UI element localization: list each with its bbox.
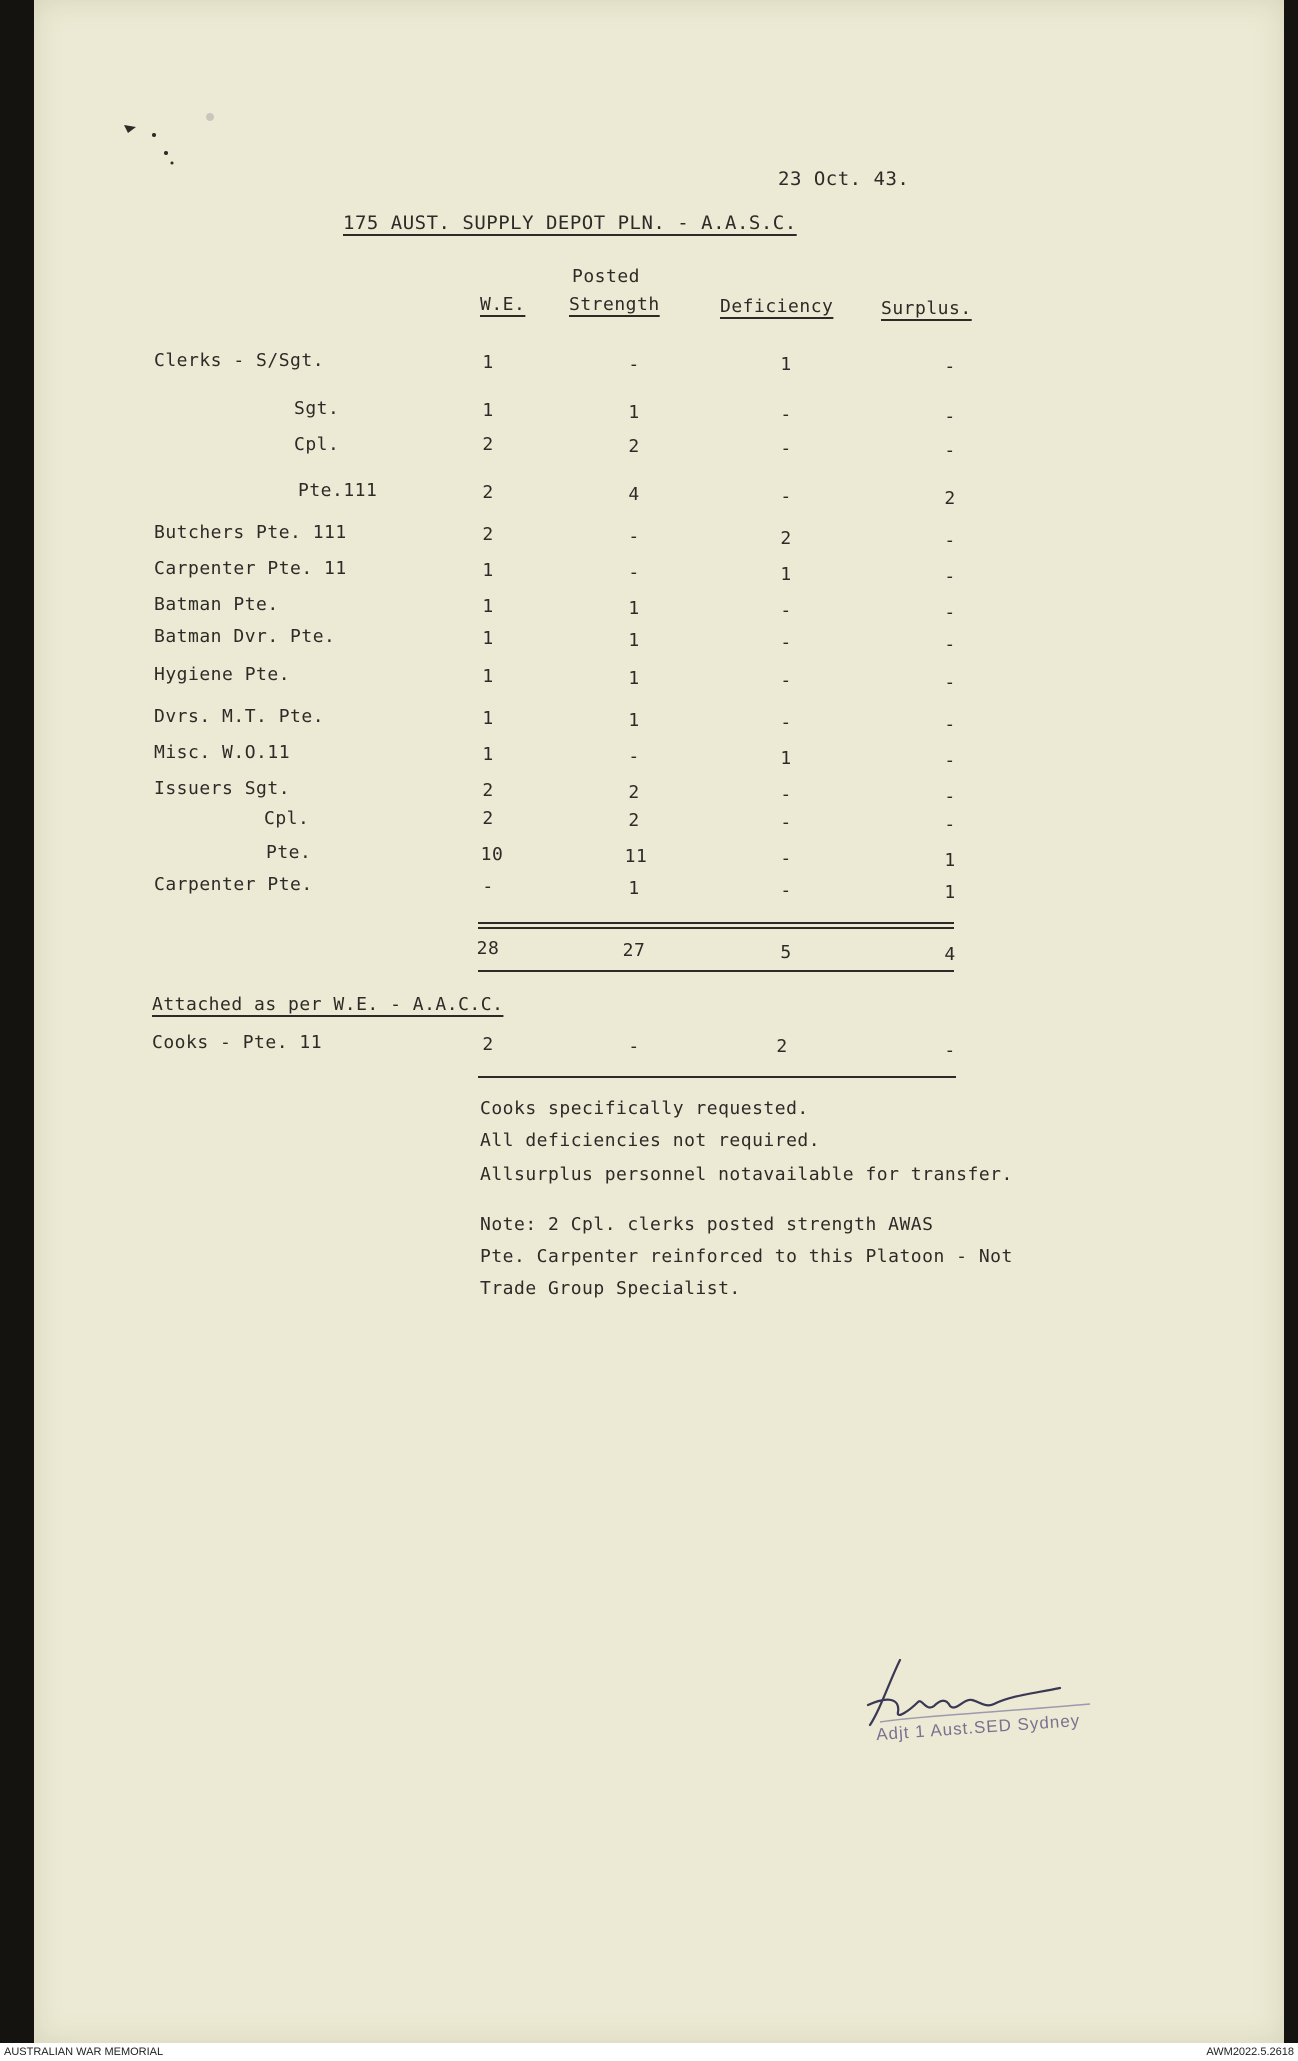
cell-posted: 11 [624,846,648,867]
row-label: Misc. W.O.11 [154,742,291,763]
cell-deficiency: - [780,600,792,621]
row-label: Batman Dvr. Pte. [154,626,336,647]
cell-surplus: - [944,750,956,771]
cell-posted: 1 [628,598,640,619]
cell-surplus: - [944,814,956,835]
cell-surplus: 1 [944,850,956,871]
cell-surplus: - [944,786,956,807]
row-label: Batman Pte. [154,594,279,615]
row-label: Clerks - S/Sgt. [154,350,325,371]
header-surplus: Surplus. [881,298,972,319]
total-deficiency: 5 [780,942,792,963]
header-posted-top: Posted [572,266,641,287]
cell-deficiency: 1 [780,564,792,585]
cell-posted: 2 [628,436,640,457]
cell-we: 2 [482,524,494,545]
cell-deficiency: - [780,632,792,653]
cell-surplus: - [944,406,956,427]
attached-label: Cooks - Pte. 11 [152,1032,323,1053]
cell-posted: 4 [628,484,640,505]
footer-bar [0,2043,1298,2061]
punch-marks [114,105,234,185]
row-label: Cpl. [294,434,340,455]
cell-we: 1 [482,596,494,617]
cell-surplus: 2 [944,488,956,509]
cell-deficiency: - [780,404,792,425]
cell-posted: 1 [628,710,640,731]
attached-rule [478,1076,956,1078]
cell-posted: 2 [628,782,640,803]
attached-surplus: - [944,1040,956,1061]
total-rule-top-2 [478,927,954,929]
cell-posted: - [628,562,640,583]
total-surplus: 4 [944,944,956,965]
row-label: Sgt. [294,398,340,419]
cell-we: 2 [482,482,494,503]
cell-deficiency: - [780,712,792,733]
note-line: Allsurplus personnel notavailable for transfer. [480,1164,1013,1185]
cell-we: 1 [482,628,494,649]
attached-heading: Attached as per W.E. - A.A.C.C. [152,994,504,1015]
document-date: 23 Oct. 43. [778,168,910,190]
cell-surplus: - [944,530,956,551]
cell-we: 2 [482,780,494,801]
cell-surplus: - [944,714,956,735]
cell-we: 1 [482,708,494,729]
total-rule-top [478,922,954,924]
header-deficiency: Deficiency [720,296,834,317]
note-line: All deficiencies not required. [480,1130,821,1151]
row-label: Hygiene Pte. [154,664,291,685]
cell-we: 2 [482,434,494,455]
row-label: Butchers Pte. 111 [154,522,347,543]
cell-posted: 1 [628,878,640,899]
cell-surplus: - [944,566,956,587]
row-label: Issuers Sgt. [154,778,291,799]
cell-posted: - [628,526,640,547]
cell-deficiency: - [780,438,792,459]
note-line: Cooks specifically requested. [480,1098,809,1119]
cell-we: 1 [482,666,494,687]
cell-we: 1 [482,744,494,765]
cell-deficiency: 2 [780,528,792,549]
row-label: Pte. [266,842,312,863]
document-title: 175 AUST. SUPPLY DEPOT PLN. - A.A.S.C. [343,212,797,234]
total-rule-bottom [478,970,954,972]
note2-line: Trade Group Specialist. [480,1278,741,1299]
footer-right: AWM2022.5.2618 [1206,2046,1294,2058]
cell-surplus: - [944,440,956,461]
adjutant-stamp: Adjt 1 Aust.SED Sydney [875,1710,1081,1745]
row-label: Carpenter Pte. 11 [154,558,347,579]
cell-surplus: - [944,634,956,655]
cell-we: 1 [482,352,494,373]
cell-posted: - [628,354,640,375]
note2-line: Note: 2 Cpl. clerks posted strength AWAS [480,1214,934,1235]
cell-deficiency: - [780,486,792,507]
cell-posted: - [628,746,640,767]
header-posted: Strength [569,294,660,315]
total-posted: 27 [622,940,646,961]
cell-surplus: 1 [944,882,956,903]
cell-we: - [482,876,494,897]
row-label: Carpenter Pte. [154,874,313,895]
row-label: Pte.111 [298,480,378,501]
total-we: 28 [476,938,500,959]
cell-we: 2 [482,808,494,829]
attached-posted: - [628,1036,640,1057]
cell-deficiency: - [780,812,792,833]
cell-deficiency: - [780,880,792,901]
note2-line: Pte. Carpenter reinforced to this Platoon - Not [480,1246,1013,1267]
header-we: W.E. [480,294,526,315]
cell-posted: 2 [628,810,640,831]
cell-we: 1 [482,560,494,581]
cell-deficiency: 1 [780,748,792,769]
cell-posted: 1 [628,630,640,651]
row-label: Cpl. [264,808,310,829]
cell-deficiency: 1 [780,354,792,375]
attached-we: 2 [482,1034,494,1055]
cell-posted: 1 [628,668,640,689]
footer-left: AUSTRALIAN WAR MEMORIAL [4,2046,164,2058]
cell-deficiency: - [780,670,792,691]
cell-surplus: - [944,672,956,693]
attached-deficiency: 2 [776,1036,788,1057]
cell-we: 10 [480,844,504,865]
cell-surplus: - [944,602,956,623]
cell-deficiency: - [780,848,792,869]
cell-we: 1 [482,400,494,421]
row-label: Dvrs. M.T. Pte. [154,706,325,727]
cell-deficiency: - [780,784,792,805]
cell-surplus: - [944,356,956,377]
cell-posted: 1 [628,402,640,423]
